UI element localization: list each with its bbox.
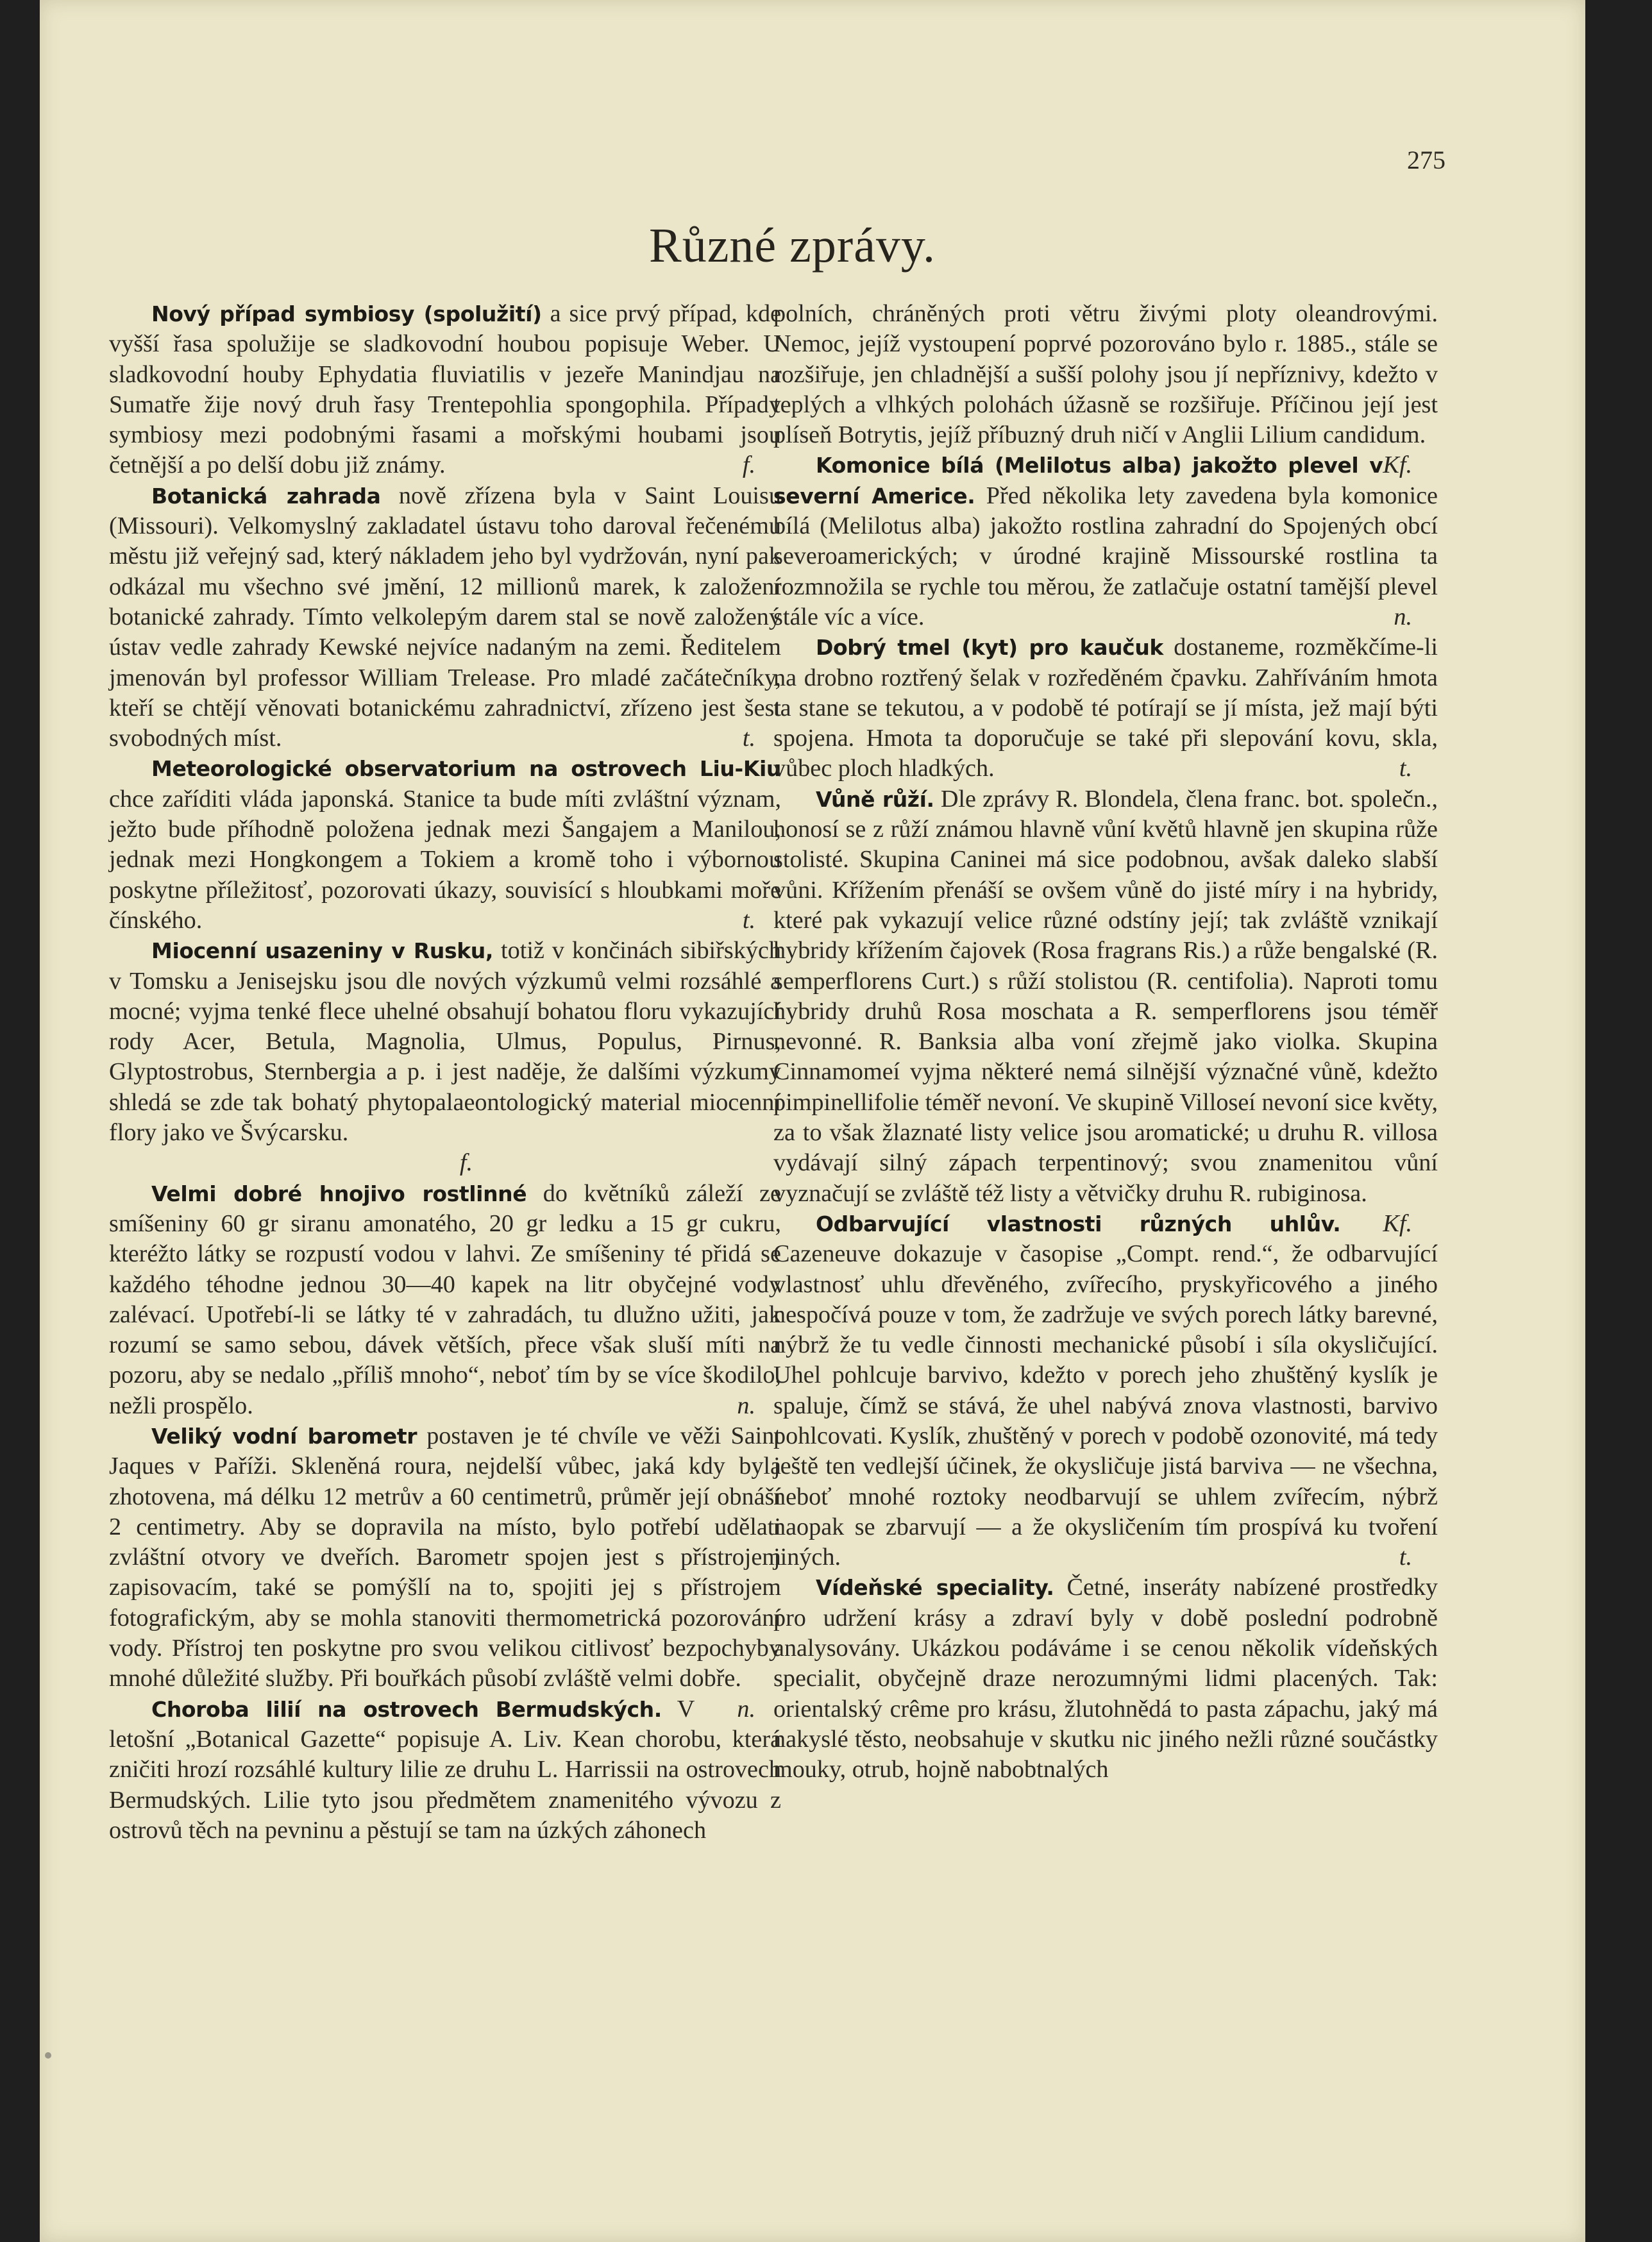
article	[109, 936, 781, 1178]
article-text: Četné, inseráty nabízené prostředky pro udržení krásy a zdraví byly v době poslední podrobně analysovány. Ukázkou podáváme i se cenou několik vídeňských specialit, obyčejně draze nerozumnými lidmi placených. Tak: orientalský crême pro krásu, žlutohnědá to pasta zápachu, jaký má nakyslé těsto, neobsahuje v skutku nic jiného nežli různé součástky mouky, otrub, hojně nabobtnalých	[773, 1574, 1438, 1783]
article-heading: Choroba lilií na ostrovech Bermudských.	[151, 1696, 662, 1722]
article-heading: Vůně růží.	[816, 786, 934, 812]
left-column	[109, 299, 781, 1846]
article	[773, 1209, 1438, 1573]
article-text: totiž v končinách sibiřských v Tomsku a Jenisejsku jsou dle nových výzkumů velmi rozsáhlé a mocné; vyjma tenké flece uhelné obsahují bohatou floru vykazující rody Acer, Betula, Magnolia, Ulmus, Populus, Pirnus, Glyptostrobus, Sternbergia a p. i jest naděje, že dalšími výzkumy shledá se zde tak bohatý phytopalaeontologický material miocenní flory jako ve Švýcarsku.	[109, 937, 781, 1147]
article-signature: t.	[1399, 755, 1412, 782]
article-heading: Meteorologické observatorium na ostrovech Liu-Kiu	[151, 756, 781, 782]
article-heading: Velmi dobré hnojivo rostlinné	[151, 1181, 527, 1206]
article-text: nově zřízena byla v Saint Louisu (Missouri). Velkomyslný zakladatel ústavu toho daroval řečenému městu již veřejný sad, který nákladem jeho byl vydržován, nyní pak odkázal mu všechno své jmění, 12 millionů marek, k založení botanické zahrady. Tímto velkolepým darem stal se nově založený ústav vedle zahrady Kewské nejvíce nadaným na zemi. Ředitelem jmenován byl professor William Trelease. Pro mladé začátečníky, kteří se chtějí věnovati botanickému zahradnictví, zřízeno jest šest svobodných míst.	[109, 482, 781, 752]
article-text: dostaneme, rozměkčíme-li na drobno roztřený šelak v rozředěném čpavku. Zahříváním hmota ta stane se tekutou, a v podobě té potírají se jí místa, jež mají býti spojena. Hmota ta doporučuje se také při slepování kovu, skla, vůbec ploch hladkých.	[773, 634, 1438, 782]
article-signature: f.	[742, 451, 755, 479]
article-heading: Dobrý tmel (kyt) pro kaučuk	[816, 635, 1163, 661]
article-signature: f.	[459, 1149, 473, 1177]
article	[773, 1572, 1438, 1785]
article-text: a sice prvý případ, kde vyšší řasa spolužije se sladkovodní houbou popisuje Weber. U sladkovodní houby Ephydatia fluviatilis v jezeře Manindjau na Sumatře žije nový druh řasy Trentepohlia spongophila. Případy symbiosy mezi podobnými řasami a mořskými houbami jsou četnější a po delší dobu již známy.	[109, 300, 781, 479]
page-number: 275	[1407, 146, 1446, 174]
paper-stain	[45, 2052, 51, 2059]
article-text: V letošní „Botanical Gazette“ popisuje A. Liv. Kean chorobu, která zničiti hrozí rozsáhlé kultury lilie ze druhu L. Harrissii na ostrovech Bermudských. Lilie tyto jsou předmětem znamenitého vývozu z ostrovů těch na pevninu a pěstují se tam na úzkých záhonech	[109, 1695, 781, 1844]
article-heading: Vídeňské speciality.	[816, 1575, 1054, 1601]
article-heading: Nový případ symbiosy (spolužití)	[151, 301, 542, 326]
article-heading: Botanická zahrada	[151, 483, 381, 509]
article	[109, 1179, 781, 1421]
page	[40, 0, 1585, 2242]
article	[109, 754, 781, 936]
article-signature: t.	[742, 906, 755, 934]
article-text: postaven je té chvíle ve věži Saint Jaques v Paříži. Skleněná roura, nejdelší vůbec, jaká kdy byla zhotovena, má délku 12 metrův a 60 centimetrů, průměr její obnáší 2 centimetry. Aby se dopravila na místo, bylo potřebí udělati zvláštní otvory ve dveřích. Barometr spojen jest s přístrojem zapisovacím, také se pomýšlí na to, spojiti jej s přístrojem fotografickým, aby se mohla stanoviti thermometrická pozorování vody. Přístroj ten poskytne pro svou velikou citlivosť bezpochyby mnohé důležité služby. Při bouřkách působí zvláště velmi dobře.	[109, 1422, 781, 1692]
article	[109, 299, 781, 481]
article	[773, 450, 1438, 632]
article	[773, 632, 1438, 784]
article-heading: Odbarvující vlastnosti různých uhlův.	[816, 1211, 1341, 1236]
article-heading: Miocenní usazeniny v Rusku,	[151, 938, 493, 964]
article-heading: Veliký vodní barometr	[151, 1423, 417, 1449]
article-signature: n.	[1394, 603, 1412, 630]
article-text: Cazeneuve dokazuje v časopise „Compt. rend.“, že odbarvující vlastnosť uhlu dřevěného, zvířecího, pryskyřicového a jiného nespočívá pouze v tom, že zadržuje ve svých porech látky barevné, nýbrž že tu vedle činnosti mechanické působí i síla okysličující. Uhel pohlcuje barvivo, kdežto v porech jeho zhuštěný kyslík je spaluje, čímž se stává, že uhel nabývá znova vlastnosti, barvivo pohlcovati. Kyslík, zhuštěný v porech v podobě ozonovité, má tedy ještě ten vedlejší účinek, že okysličuje jistá barviva — ne všechna, neboť mnohé roztoky neodbarvují se uhlem zvířecím, nýbrž naopak se zbarvují — a že okysličením tím prospívá ku tvoření jiných.	[773, 1240, 1438, 1571]
article-signature: Kf.	[1383, 451, 1412, 479]
article-signature: t.	[1399, 1544, 1412, 1571]
right-column	[773, 299, 1438, 1785]
article-text: Dle zprávy R. Blondela, člena franc. bot. společn., honosí se z růží známou hlavně vůní květů hlavně jen skupina růže stolisté. Skupina Caninei má sice podobnou, avšak daleko slabší vůni. Křížením přenáší se ovšem vůně do jisté míry i na hybridy, které pak vykazují velice různé odstíny její; tak zvláště vznikají hybridy křížením čajovek (Rosa fragrans Ris.) a růže bengalské (R. semperflorens Curt.) s růží stolistou (R. centifolia). Naproti tomu hybridy druhů Rosa moschata a R. semperflorens jsou téměř nevonné. R. Banksia alba voní zřejmě jako violka. Skupina Cinnamomeí vyjma některé nemá silnější význačné vůně, kdežto pimpinellifolie téměř nevoní. Ve skupině Villoseí nevoní sice květy, za to však žlaznaté listy velice jsou aromatické; u druhu R. villosa vydávají silný zápach terpentinový; svou znamenitou vůní vyznačují se zvláště též listy a větvičky druhu R. rubiginosa.	[773, 785, 1438, 1207]
article-signature: n.	[737, 1695, 755, 1723]
article-signature: n.	[737, 1392, 755, 1419]
article-heading: Komonice bílá (Melilotus alba) jakožto plevel v severní Americe.	[773, 453, 1383, 509]
article	[109, 1694, 781, 1846]
article	[109, 481, 781, 754]
article-signature: Kf.	[1383, 1210, 1412, 1237]
article-text: Před několika lety zavedena byla komonice bílá (Melilotus alba) jakožto rostlina zahradní do Spojených obcí severoamerických; v úrodné krajině Missourské rostlina ta rozmnožila se rychle tou měrou, že zatlačuje ostatní tamější plevel stále víc a více.	[773, 482, 1438, 630]
article-signature: t.	[742, 725, 755, 752]
article-text: polních, chráněných proti větru živými ploty oleandrovými. Nemoc, jejíž vystoupení poprvé pozorováno bylo r. 1885., stále se rozšiřuje, jen chladnější a sušší polohy jsou jí nepříznivy, kdežto v teplých a vlhkých polohách úžasně se rozšiřuje. Příčinou její jest plíseň Botrytis, jejíž příbuzný druh ničí v Anglii Lilium candidum.	[773, 300, 1438, 449]
article-text: do květníků záleží ze smíšeniny 60 gr siranu amonatého, 20 gr ledku a 15 gr cukru, kteréžto látky se rozpustí vodou v lahvi. Ze smíšeniny té přidá se každého téhodne jednou 30—40 kapek na litr obyčejné vody zalévací. Upotřebí-li se látky té v zahradách, tu dlužno užiti, jak rozumí se samo sebou, dávek větších, přece však sluší míti na pozoru, aby se nedalo „příliš mnoho“, neboť tím by se více škodilo, nežli prospělo.	[109, 1179, 781, 1419]
article-text: chce zaříditi vláda japonská. Stanice ta bude míti zvláštní význam, ježto bude příhodně položena jednak mezi Šangajem a Manilou, jednak mezi Hongkongem a Tokiem a kromě toho i výbornou poskytne příležitosť, pozorovati úkazy, souvisící s hloubkami moře čínského.	[109, 785, 781, 934]
page-title: Různé zprávy.	[649, 219, 936, 273]
article-continuation	[773, 299, 1438, 479]
